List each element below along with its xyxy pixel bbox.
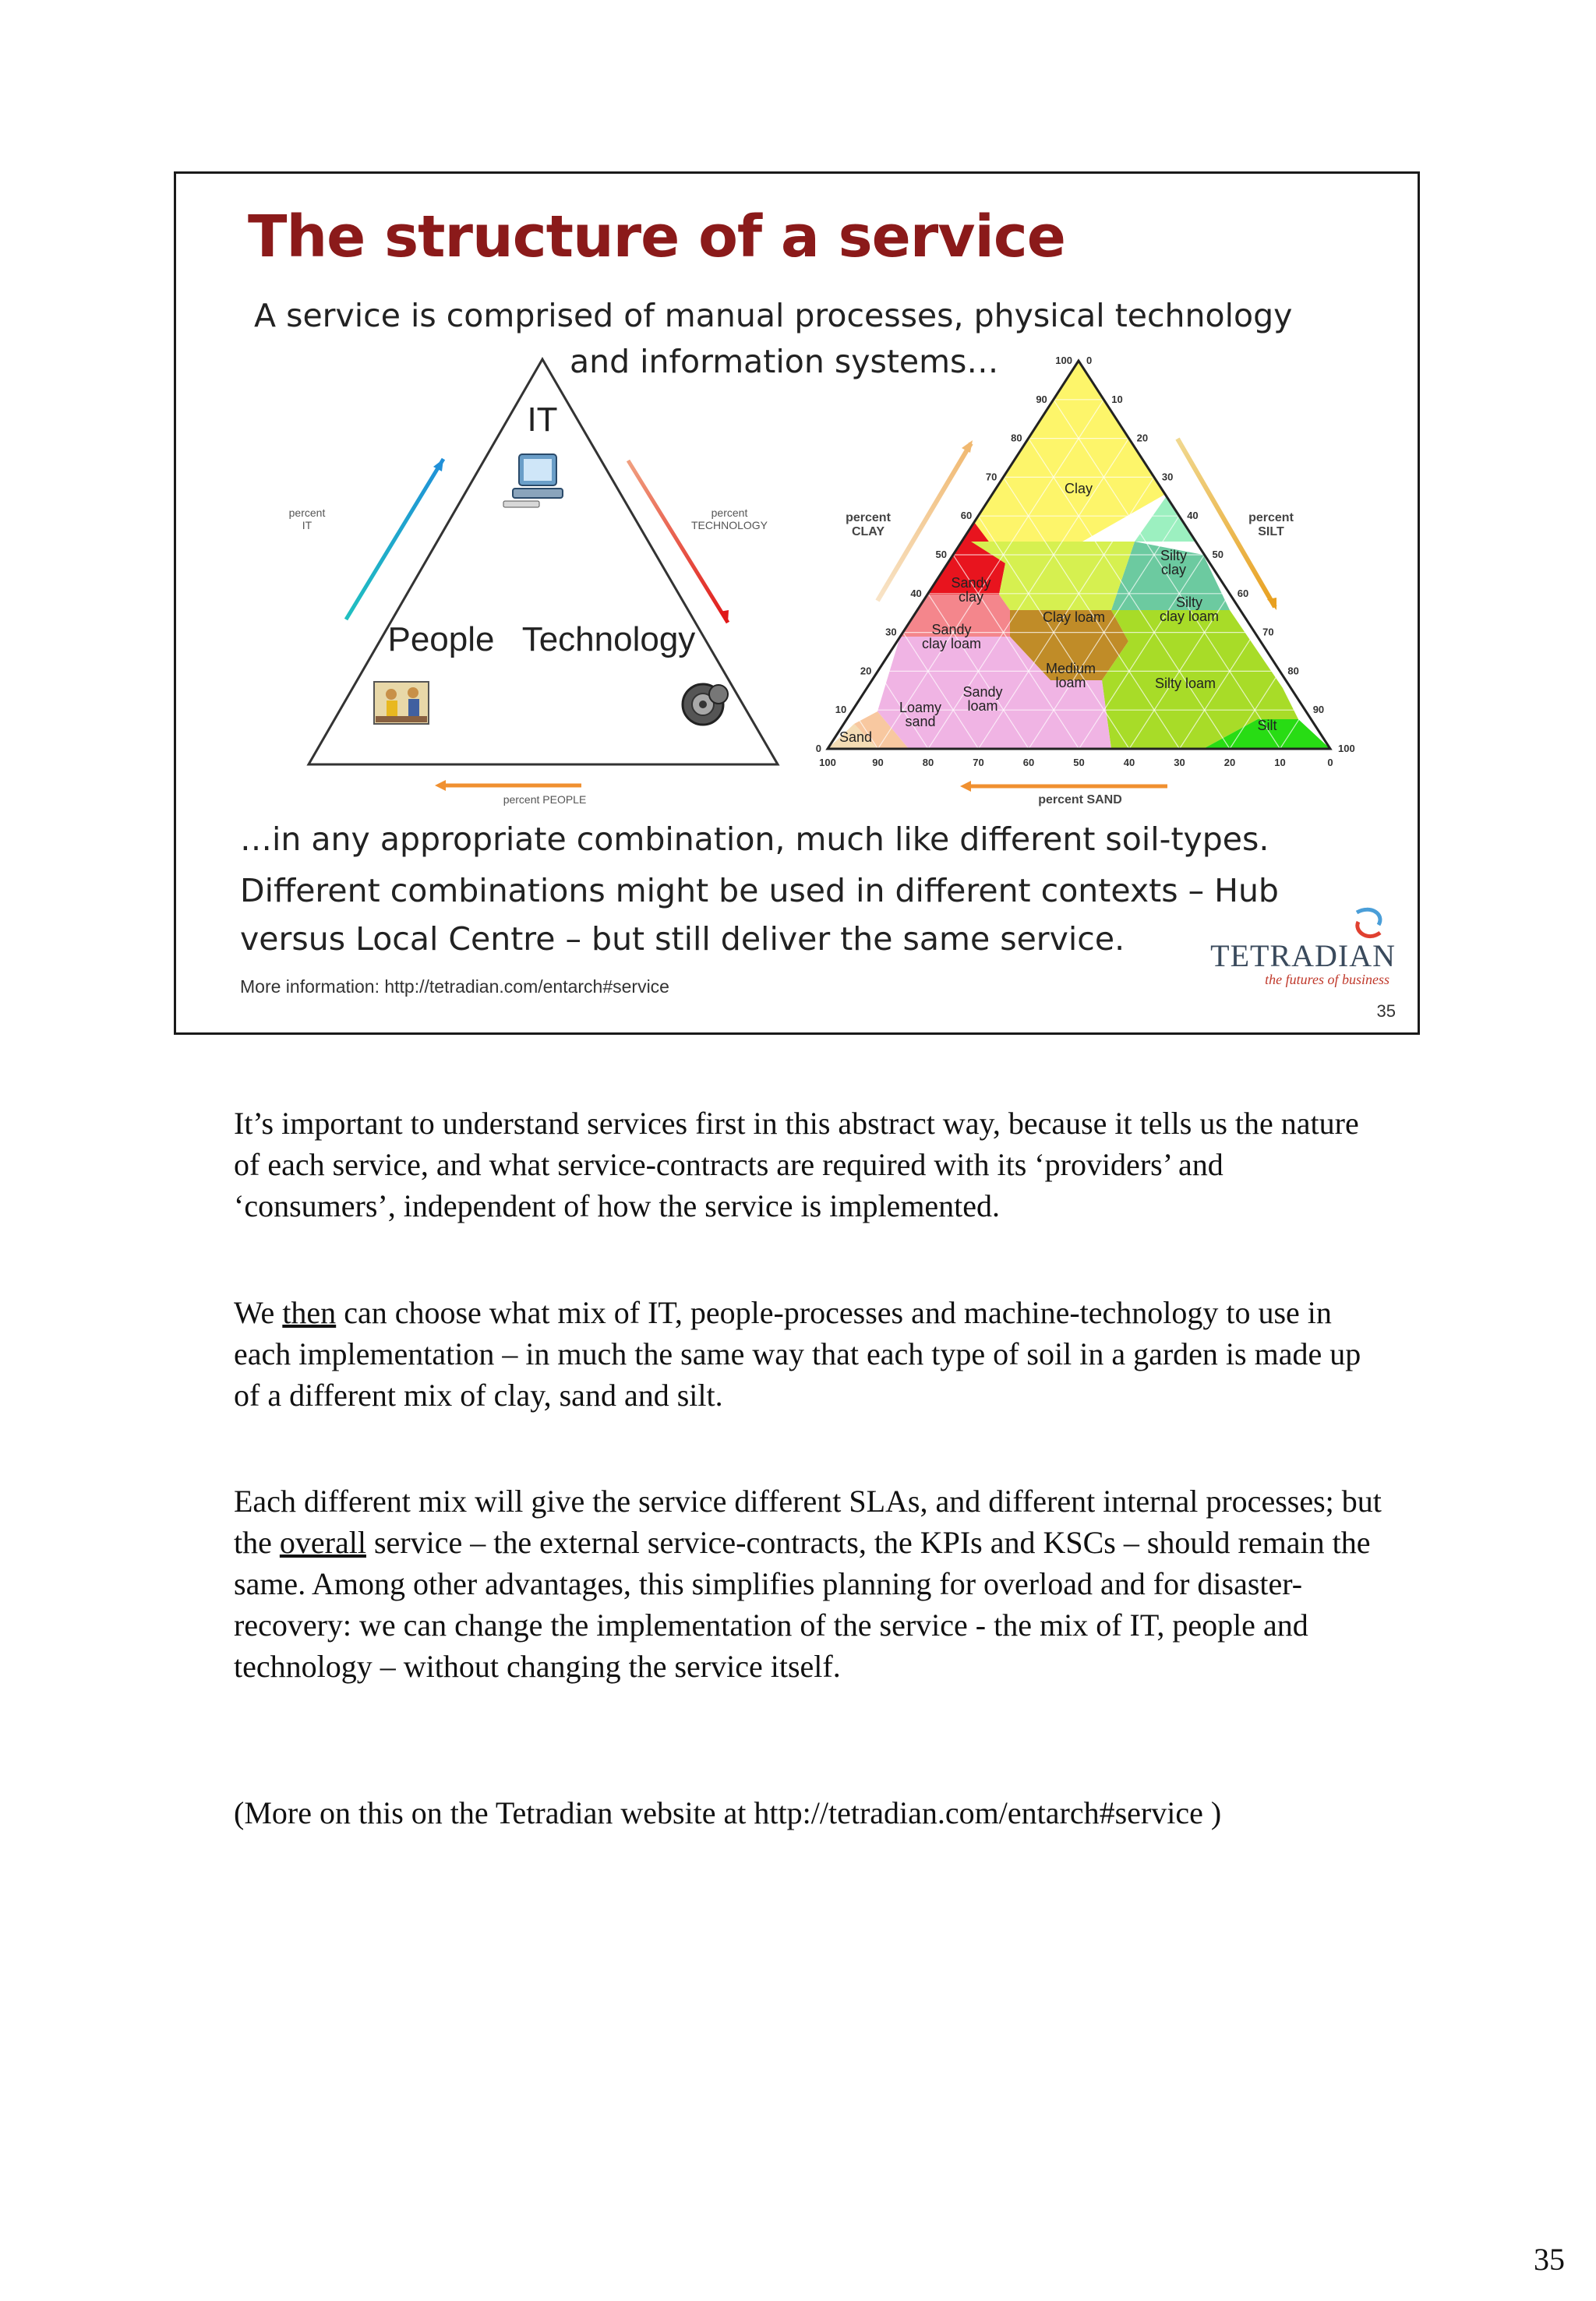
sand-tick-label: 30	[1174, 757, 1185, 768]
soil-region-label: Medium loam	[1045, 661, 1096, 690]
soil-region-label: Silt	[1257, 718, 1277, 733]
soil-region-label: Sandy clay	[951, 575, 991, 605]
silt-tick-label: 70	[1262, 626, 1274, 638]
silt-axis-arrowhead	[1267, 598, 1276, 610]
sand-tick-label: 0	[1327, 757, 1333, 768]
sand-tick-label: 80	[922, 757, 934, 768]
slide-subtitle-line-1: A service is comprised of manual processes, physical technology	[254, 297, 1293, 334]
clay-axis-arrowhead	[962, 440, 973, 453]
clay-tick-label: 40	[910, 587, 922, 599]
tetradian-logo	[1210, 906, 1396, 992]
clay-tick-label: 0	[815, 743, 821, 754]
clay-tick-label: 10	[835, 704, 847, 716]
clay-tick-label: 100	[1055, 355, 1072, 366]
body-paragraph-2	[234, 1292, 1387, 1416]
clay-tick-label: 80	[1011, 432, 1022, 444]
body-paragraph-3-start: Each different mix will give the service different SLAs, and different internal processes; but the	[234, 1484, 1382, 1560]
silt-tick-label: 20	[1136, 432, 1149, 444]
emphasis-then: then	[282, 1295, 337, 1330]
people-axis-label: percent PEOPLE	[503, 793, 587, 806]
slide-title: The structure of a service	[248, 203, 1065, 270]
silt-tick-label: 90	[1312, 704, 1325, 716]
soil-region-label: Sandy loam	[962, 684, 1003, 714]
sand-tick-label: 40	[1123, 757, 1135, 768]
logo-wordmark: TETRADIAN	[1210, 938, 1396, 973]
soil-region-label: Silty clay loam	[1159, 595, 1220, 624]
body-paragraph-3-rest: service – the external service-contracts, the KPIs and KSCs – should remain the same. Among other advantages, this simplifies planning for overload and for disaster-recovery: we can change the implementation of the service - the mix of IT, people and technology – without changing the service itself.	[234, 1525, 1371, 1684]
slide-bottom-line-2: Different combinations might be used in different contexts – Hub	[240, 872, 1279, 909]
body-paragraph-2-start: We	[234, 1295, 283, 1330]
slide-bottom-line-1: …in any appropriate combination, much like different soil-types.	[240, 821, 1269, 858]
clay-tick-label: 70	[985, 471, 998, 483]
logo-tagline: the futures of business	[1265, 972, 1389, 987]
sand-tick-label: 90	[872, 757, 884, 768]
slide-bottom-line-3: versus Local Centre – but still deliver the same service.	[240, 920, 1125, 958]
people-corner-label: People	[387, 620, 495, 658]
it-axis-label-2: IT	[302, 519, 312, 531]
slide-more-info: More information: http://tetradian.com/entarch#service	[240, 976, 669, 997]
soil-region-label: Silty clay	[1160, 548, 1188, 577]
body-paragraph-4: (More on this on the Tetradian website at http://tetradian.com/entarch#service )	[234, 1795, 1222, 1830]
silt-tick-label: 30	[1161, 471, 1174, 483]
it-axis-label: percent	[288, 506, 326, 519]
silt-tick-label: 60	[1237, 587, 1249, 599]
body-paragraph-1: It’s important to understand services first in this abstract way, because it tells us the nature of each service, and what service-contracts are required with its ‘providers’ and ‘consumers’, independent of how the service is implemented.	[234, 1106, 1359, 1223]
soil-region-label: Silty loam	[1154, 676, 1216, 691]
clay-tick-label: 30	[885, 626, 897, 638]
soil-region-label: Loamy sand	[899, 700, 942, 729]
it-corner-label: IT	[527, 401, 558, 439]
clay-tick-label: 50	[935, 549, 947, 560]
silt-tick-label: 50	[1212, 549, 1223, 560]
body-paragraph-3	[234, 1480, 1387, 1687]
clay-tick-label: 20	[860, 665, 872, 677]
slide-image	[174, 171, 1420, 1035]
page-number: 35	[1534, 2242, 1565, 2277]
body-paragraph-2-rest: can choose what mix of IT, people-processes and machine-technology to use in each implementation – in much the same way that each type of soil in a garden is made up of a different mix of clay, sand and silt.	[234, 1295, 1361, 1413]
silt-tick-label: 10	[1111, 393, 1123, 405]
sand-axis-arrowhead	[960, 781, 971, 792]
slide-page-number: 35	[1376, 1001, 1396, 1021]
silt-axis-label-2: SILT	[1258, 525, 1284, 538]
emphasis-overall: overall	[279, 1525, 366, 1560]
sand-tick-label: 20	[1223, 757, 1236, 768]
silt-tick-label: 40	[1187, 510, 1199, 522]
clay-axis-label: percent	[846, 511, 891, 524]
sand-axis-label: percent SAND	[1038, 793, 1122, 806]
soil-texture-triangle	[176, 174, 1420, 828]
sand-tick-label: 70	[973, 757, 984, 768]
slide-subtitle-line-2: and information systems…	[570, 343, 999, 380]
sand-tick-label: 50	[1073, 757, 1085, 768]
clay-axis-label-2: CLAY	[851, 525, 885, 538]
soil-region-label: Clay loam	[1042, 609, 1106, 625]
silt-tick-label: 80	[1287, 665, 1299, 677]
technology-axis-label: percent	[711, 506, 748, 519]
tetradian-swirl-icon	[1349, 906, 1388, 941]
sand-tick-label: 60	[1022, 757, 1035, 768]
clay-tick-label: 60	[960, 510, 973, 522]
sand-tick-label: 100	[819, 757, 836, 768]
silt-axis-label: percent	[1248, 511, 1294, 524]
clay-tick-label: 90	[1036, 393, 1047, 405]
soil-region-label: Sandy clay loam	[921, 622, 982, 651]
technology-axis-label-2: TECHNOLOGY	[690, 519, 768, 531]
soil-region-label: Sand	[839, 729, 873, 745]
technology-corner-label: Technology	[521, 620, 696, 658]
soil-region-label: Clay	[1064, 481, 1093, 496]
sand-tick-label: 10	[1274, 757, 1286, 768]
silt-tick-label: 0	[1086, 355, 1093, 366]
silt-tick-label: 100	[1338, 743, 1355, 754]
